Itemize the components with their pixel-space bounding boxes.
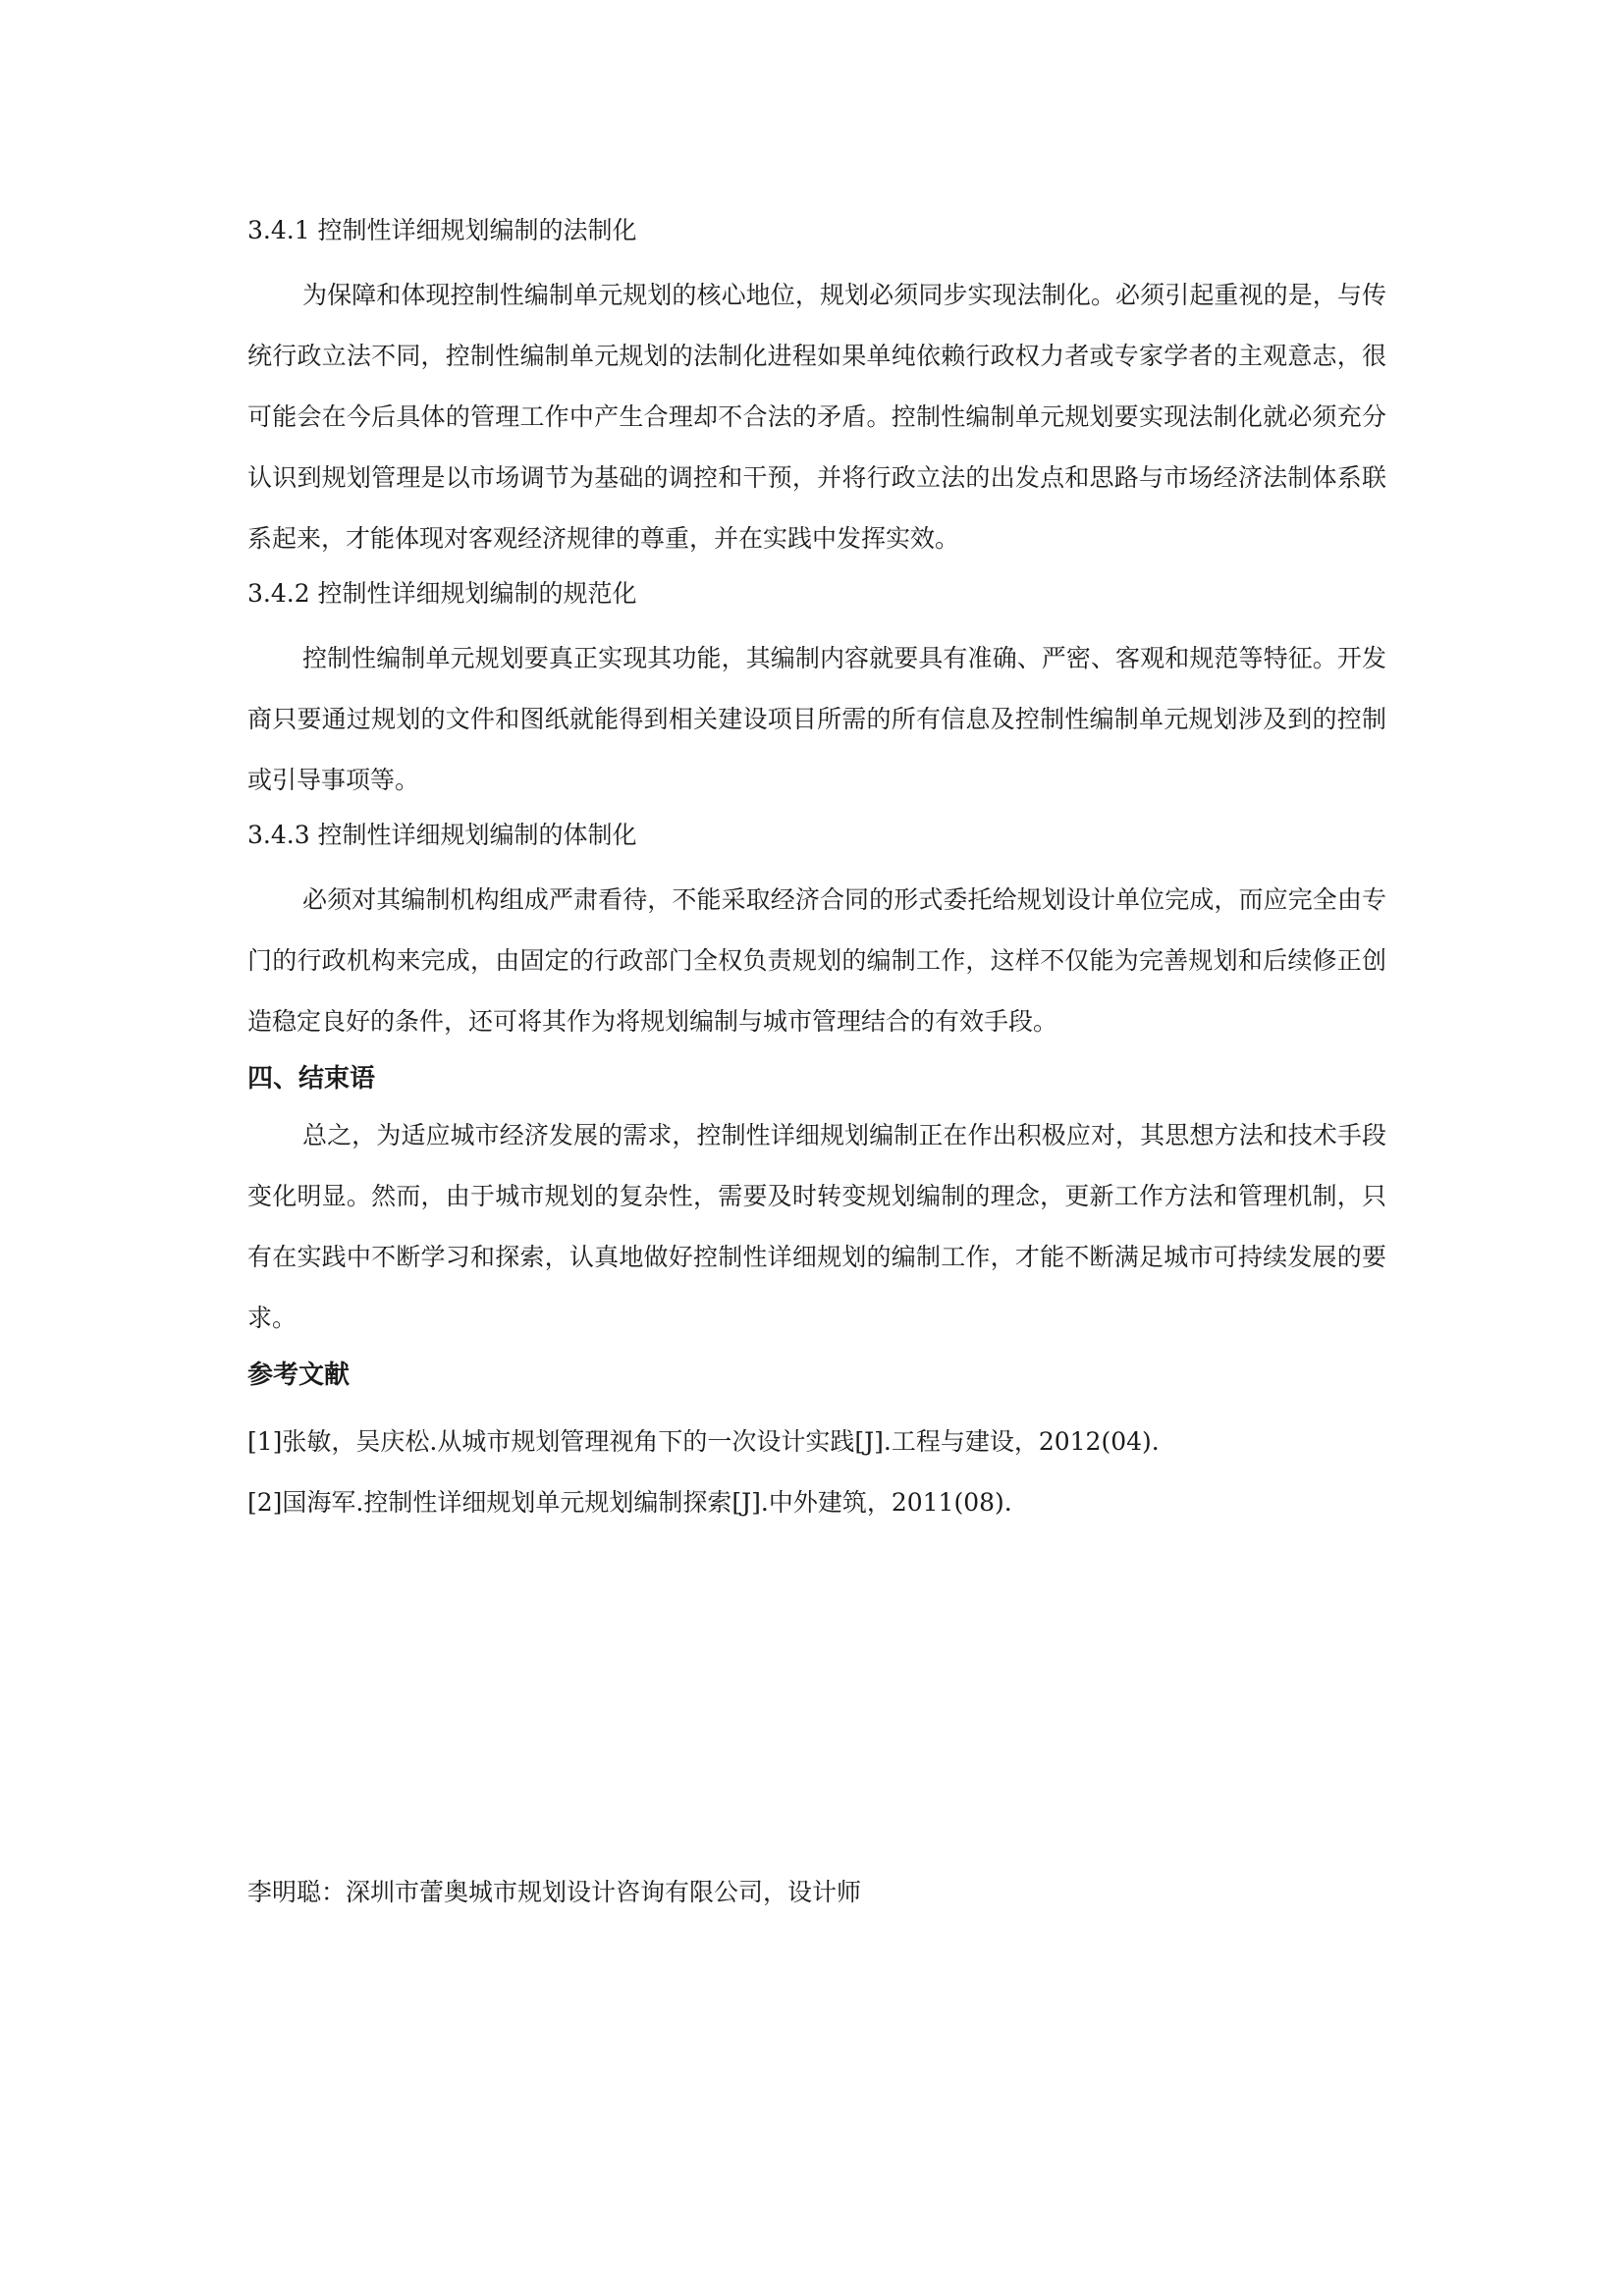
paragraph-standardization: 控制性编制单元规划要真正实现其功能，其编制内容就要具有准确、严密、客观和规范等特征。开发商只要通过规划的文件和图纸就能得到相关建设项目所需的所有信息及控制性编制单元规划涉及到的控制或引导事项等。 [247, 644, 1386, 794]
spacer [247, 1402, 1386, 1412]
article-body [247, 206, 1386, 1533]
author-info: 李明聪：深圳市蕾奥城市规划设计咨询有限公司，设计师 [247, 1878, 862, 1906]
subsection-heading-3-4-3: 3.4.3 控制性详细规划编制的体制化 [247, 821, 637, 849]
paragraph-conclusion: 总之，为适应城市经济发展的需求，控制性详细规划编制正在作出积极应对，其思想方法和技术手段变化明显。然而，由于城市规划的复杂性，需要及时转变规划编制的理念，更新工作方法和管理机制，只有在实践中不断学习和探索，认真地做好控制性详细规划的编制工作，才能不断满足城市可持续发展的要求。 [247, 1121, 1386, 1332]
spacer [247, 860, 1386, 870]
reference-item-1: [1]张敏，吴庆松.从城市规划管理视角下的一次设计实践[J].工程与建设，2012(04). [247, 1427, 1160, 1456]
paragraph-legalization: 为保障和体现控制性编制单元规划的核心地位，规划必须同步实现法制化。必须引起重视的是，与传统行政立法不同，控制性编制单元规划的法制化进程如果单纯依赖行政权力者或专家学者的主观意志，很可能会在今后具体的管理工作中产生合理却不合法的矛盾。控制性编制单元规划要实现法制化就必须充分认识到规划管理是以市场调节为基础的调控和干预，并将行政立法的出发点和思路与市场经济法制体系联系起来，才能体现对客观经济规律的尊重，并在实践中发挥实效。 [247, 281, 1386, 553]
spacer [247, 255, 1386, 265]
paragraph-institutionalization: 必须对其编制机构组成严肃看待，不能采取经济合同的形式委托给规划设计单位完成，而应完全由专门的行政机构来完成，由固定的行政部门全权负责规划的编制工作，这样不仅能为完善规划和后续修正创造稳定良好的条件，还可将其作为将规划编制与城市管理结合的有效手段。 [247, 885, 1386, 1036]
references-title: 参考文献 [247, 1361, 351, 1390]
reference-item-2: [2]国海军.控制性详细规划单元规划编制探索[J].中外建筑，2011(08). [247, 1488, 1012, 1517]
subsection-heading-3-4-2: 3.4.2 控制性详细规划编制的规范化 [247, 579, 637, 608]
subsection-heading-3-4-1: 3.4.1 控制性详细规划编制的法制化 [247, 216, 637, 244]
spacer [247, 618, 1386, 628]
conclusion-title: 四、结束语 [247, 1064, 376, 1094]
